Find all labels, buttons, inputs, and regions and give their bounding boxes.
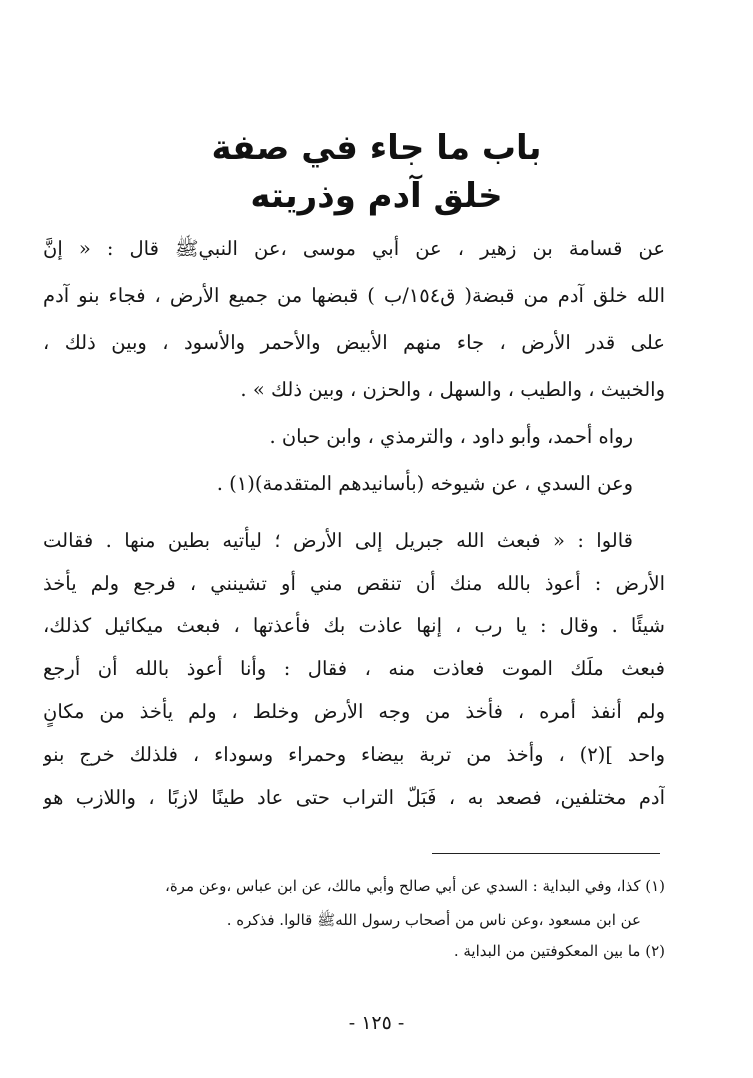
footnote-1: (١) كذا، وفي البداية : السدي عن أبي صالح وأبي مالك، عن ابن عباس ،وعن مرة، — [164, 877, 665, 895]
text-line: على قدر الأرض ، جاء منهم الأبيض والأحمر والأسود ، وبين ذلك ، — [43, 331, 665, 354]
text-line: ولم أنفذ أمره ، فأخذ من وجه الأرض وخلط ، ولم يأخذ من مكانٍ — [43, 700, 665, 723]
chapter-title-line-1: باب ما جاء في صفة — [211, 128, 542, 168]
page-number: - ١٢٥ - — [348, 1012, 405, 1034]
text-line: الأرض : أعوذ بالله منك أن تنقص مني أو تشينني ، فرجع ولم يأخذ — [43, 572, 665, 595]
chapter-title-line-2: خلق آدم وذريته — [250, 176, 503, 216]
footnote-2: (٢) ما بين المعكوفتين من البداية . — [453, 942, 665, 960]
text-line: الله خلق آدم من قبضة( ق١٥٤/ب ) قبضها من جميع الأرض ، فجاء بنو آدم — [43, 284, 665, 307]
paragraph-narration-source: رواه أحمد، وأبو داود ، والترمذي ، وابن حبان . — [269, 425, 633, 448]
footnote-divider — [432, 853, 660, 854]
text-line: عن قسامة بن زهير ، عن أبي موسى ،عن النبيﷺ قال : « إنَّ — [43, 237, 665, 260]
text-line: شيئًا . وقال : يا رب ، إنها عاذت بك فأعذتها ، فبعث ميكائيل كذلك، — [43, 614, 665, 637]
footnote-1-continuation: عن ابن مسعود ،وعن ناس من أصحاب رسول اللهﷺ قالوا. فذكره . — [226, 911, 641, 929]
text-line: واحد ](٢) ، وأخذ من تربة بيضاء وحمراء وسوداء ، فلذلك خرج بنو — [43, 743, 665, 766]
paragraph-chain: وعن السدي ، عن شيوخه (بأسانيدهم المتقدمة)(١) . — [216, 472, 633, 495]
text-line: آدم مختلفين، فصعد به ، فَبَلّ التراب حتى عاد طينًا لازبًا ، واللازب هو — [43, 786, 665, 809]
text-line: قالوا : « فبعث الله جبريل إلى الأرض ؛ ليأتيه بطين منها . فقالت — [43, 529, 633, 552]
text-line: والخبيث ، والطيب ، والسهل ، والحزن ، وبين ذلك » . — [240, 378, 665, 401]
text-line: فبعث ملَك الموت فعاذت منه ، فقال : وأنا أعوذ بالله أن أرجع — [43, 657, 665, 680]
